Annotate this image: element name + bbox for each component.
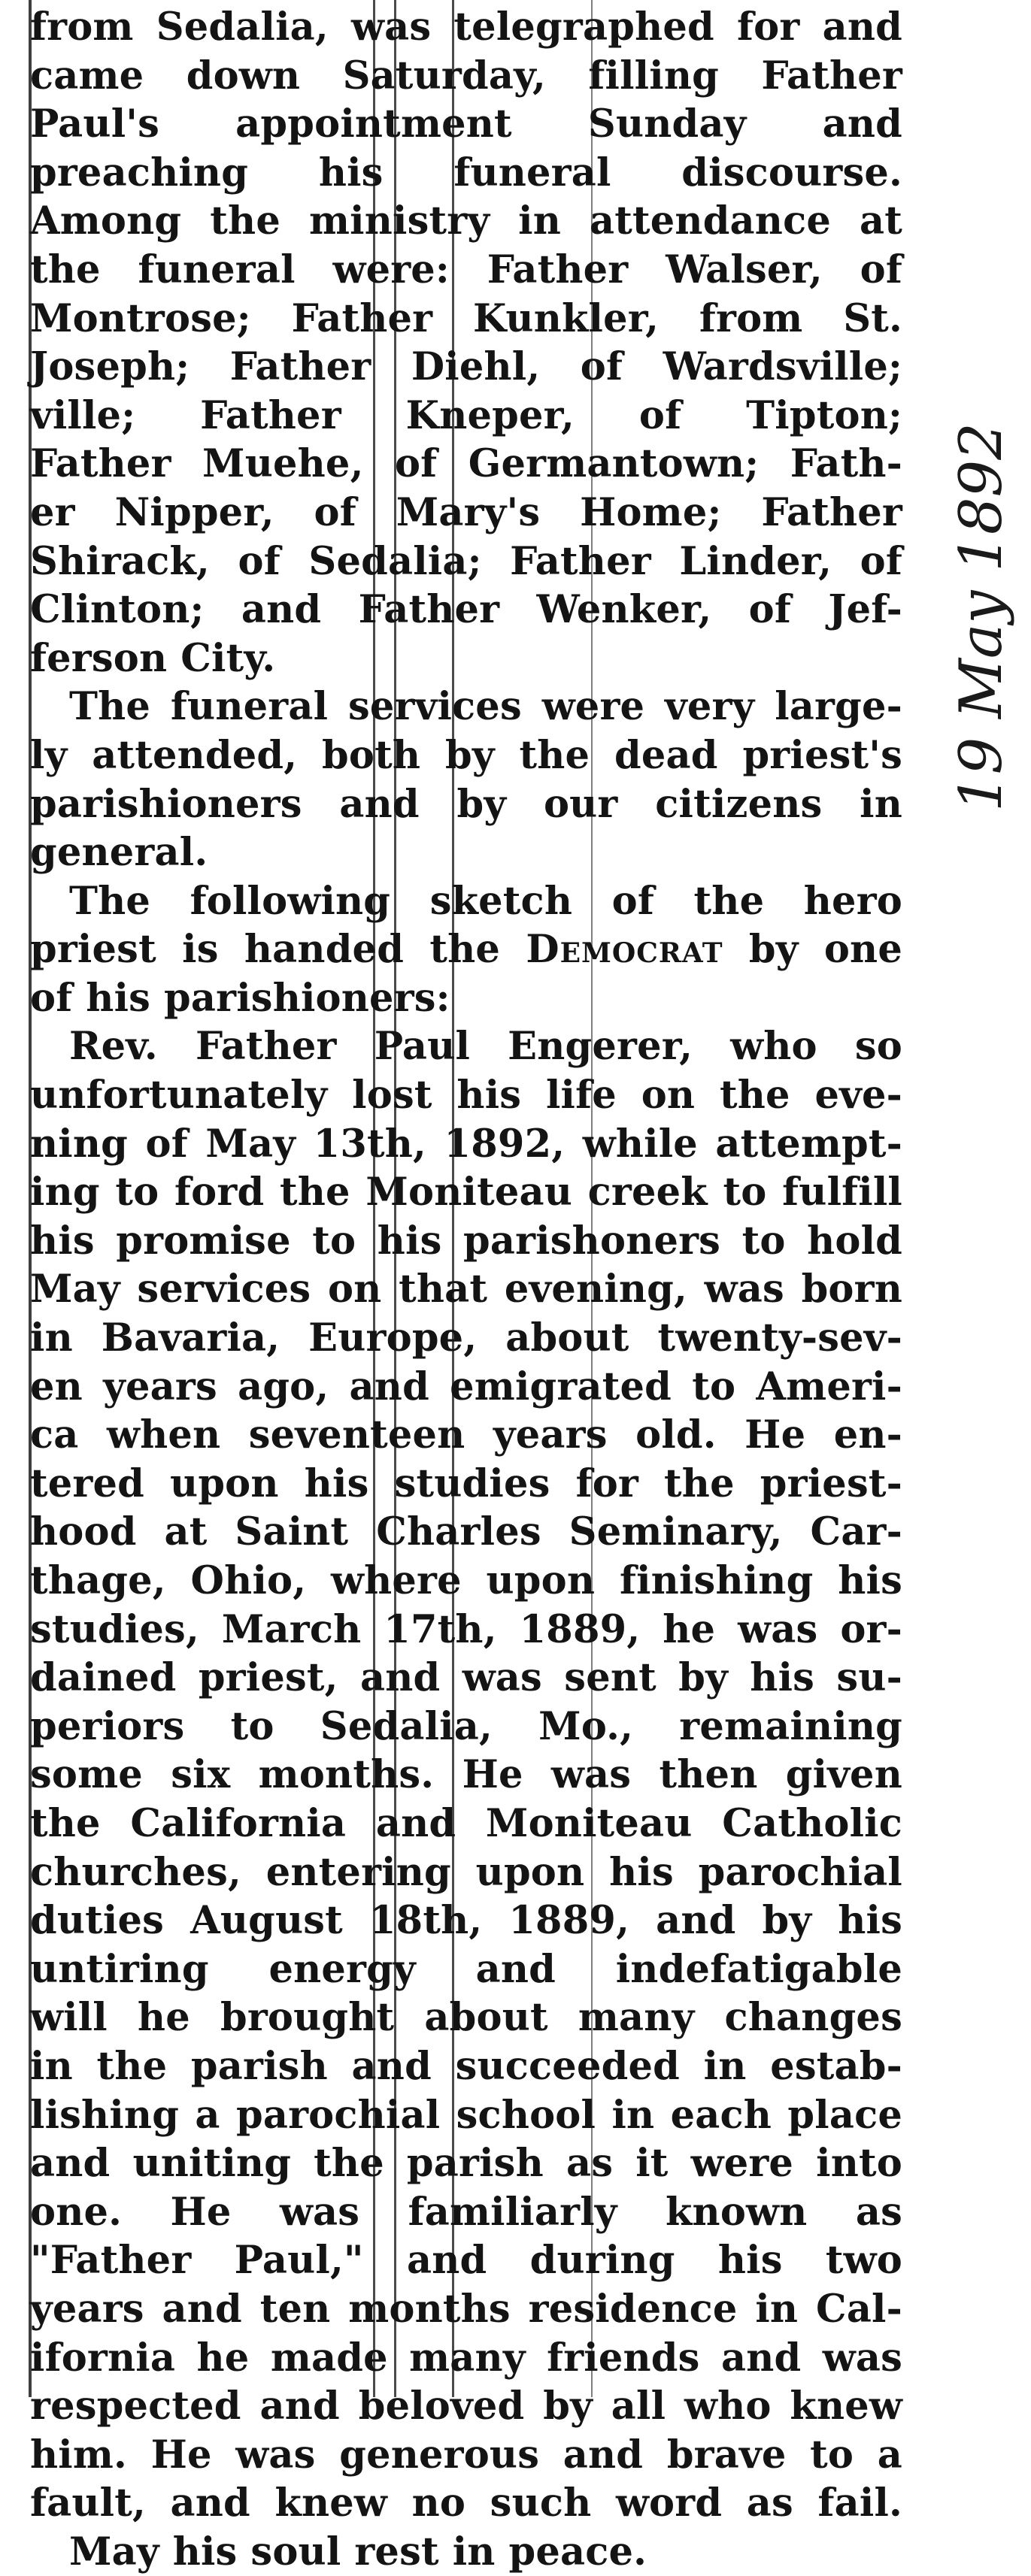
article-line: "Father Paul," and during his two [30, 2238, 902, 2284]
handwritten-date-annotation: 19 May 1892 [948, 422, 1015, 812]
article-line: hood at Saint Charles Seminary, Car- [30, 1509, 902, 1555]
article-line: Father Muehe, of Germantown; Fath- [30, 441, 902, 487]
article-line [30, 925, 902, 974]
article-line: his promise to his parishoners to hold [30, 1218, 902, 1264]
article-line-end: by one [723, 927, 902, 973]
article-line: thage, Ohio, where upon finishing his [30, 1558, 902, 1603]
article-line: ferson City. [30, 635, 276, 681]
article-line: ifornia he made many friends and was [30, 2335, 902, 2381]
article-line: The following sketch of the hero [69, 878, 902, 924]
article-line: Joseph; Father Diehl, of Wardsville; [30, 344, 902, 390]
article-line: preaching his funeral discourse. [30, 150, 902, 195]
article-line: churches, entering upon his parochial [30, 1849, 902, 1895]
article-line: fault, and knew no such word as fail. [30, 2481, 902, 2526]
article-line: studies, March 17th, 1889, he was or- [30, 1606, 902, 1652]
article-line: duties August 18th, 1889, and by his [30, 1898, 902, 1944]
article-line: general. [30, 830, 208, 876]
article-line: ning of May 13th, 1892, while attempt- [30, 1121, 902, 1167]
article-line: Among the ministry in attendance at [30, 198, 902, 244]
article-line: in the parish and succeeded in estab- [30, 2043, 902, 2089]
article-line: ing to ford the Moniteau creek to fulfill [30, 1170, 902, 1215]
article-line: Shirack, of Sedalia; Father Linder, of [30, 538, 902, 584]
article-line: periors to Sedalia, Mo., remaining [30, 1703, 902, 1749]
article-line: unfortunately lost his life on the eve- [30, 1073, 902, 1118]
article-line: Paul's appointment Sunday and [30, 101, 902, 147]
article-line: parishioners and by our citizens in [30, 781, 902, 827]
article-line: lishing a parochial school in each place [30, 2092, 902, 2138]
article-line: Montrose; Father Kunkler, from St. [30, 295, 902, 341]
article-line: ly attended, both by the dead priest's [30, 732, 902, 778]
article-line: Rev. Father Paul Engerer, who so [69, 1024, 902, 1070]
article-line: years and ten months residence in Cal- [30, 2286, 902, 2332]
article-line: of his parishioners: [30, 975, 450, 1021]
article-line: and uniting the parish as it were into [30, 2141, 902, 2187]
article-line: the funeral were: Father Walser, of [30, 247, 902, 292]
article-line: Clinton; and Father Wenker, of Jef- [30, 587, 902, 633]
newspaper-name: Democrat [526, 927, 723, 973]
article-line: ville; Father Kneper, of Tipton; [30, 392, 902, 438]
article-line: came down Saturday, filling Father [30, 53, 902, 98]
article-line: en years ago, and emigrated to Ameri- [30, 1364, 902, 1409]
article-line: The funeral services were very large- [69, 684, 902, 730]
article-line: the California and Moniteau Catholic [30, 1800, 902, 1846]
article-line-start: priest is handed the [30, 927, 501, 973]
article-line: in Bavaria, Europe, about twenty-sev- [30, 1315, 902, 1361]
newspaper-clipping [20, 0, 907, 2574]
article-line: May services on that evening, was born [30, 1267, 902, 1312]
article-line: dained priest, and was sent by his su- [30, 1655, 902, 1701]
article-line: one. He was familiarly known as [30, 2189, 902, 2235]
article-line: May his soul rest in peace. [69, 2529, 647, 2574]
article-line: some six months. He was then given [30, 1752, 902, 1798]
article-line: him. He was generous and brave to a [30, 2432, 902, 2478]
article-line: respected and beloved by all who knew [30, 2384, 902, 2429]
article-line: er Nipper, of Mary's Home; Father [30, 489, 902, 535]
article-line: ca when seventeen years old. He en- [30, 1412, 902, 1458]
article-column [30, 3, 902, 2576]
article-line: tered upon his studies for the priest- [30, 1461, 902, 1506]
article-line: will he brought about many changes [30, 1995, 902, 2041]
article-line: from Sedalia, was telegraphed for and [30, 5, 902, 50]
article-line: untiring energy and indefatigable [30, 1946, 902, 1992]
